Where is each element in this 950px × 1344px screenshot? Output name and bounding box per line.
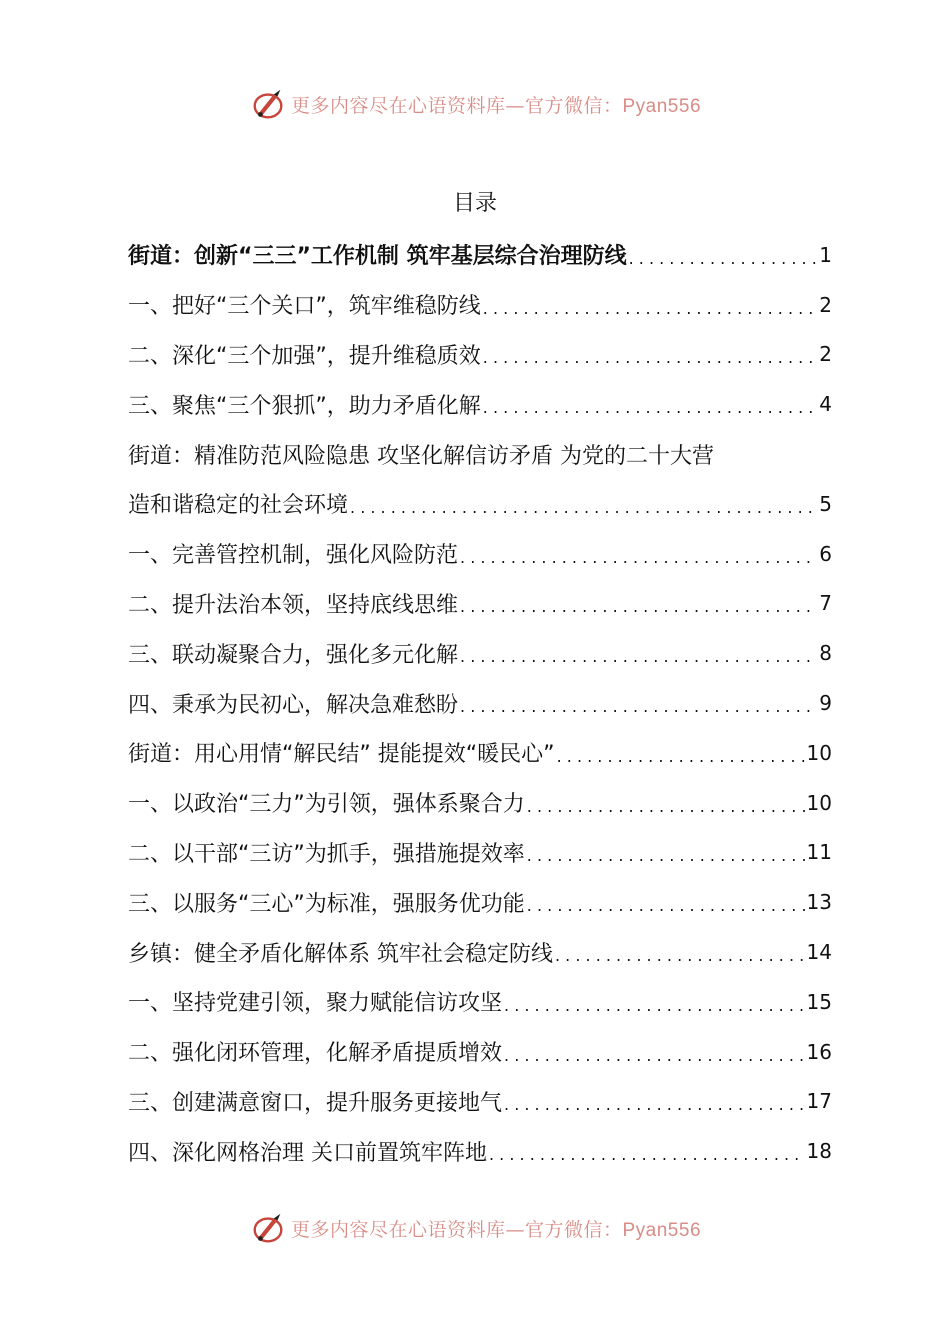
toc-entry-text: 造和谐稳定的社会环境	[128, 493, 349, 519]
toc-entry-text: 街道：用心用情“解民结” 提能提效“暖民心”	[128, 742, 555, 768]
toc-page-number: 2	[819, 342, 832, 367]
toc-page-number: 1	[819, 242, 832, 267]
watermark-text: 更多内容尽在心语资料库—官方微信：Pyan556	[290, 1218, 702, 1241]
toc-entry-text: 街道：精准防范风险隐患 攻坚化解信访矛盾 为党的二十大营	[128, 443, 714, 469]
toc-entry-text: 街道：创新“三三”工作机制 筑牢基层综合治理防线	[128, 244, 627, 270]
toc-entry[interactable]	[128, 379, 832, 429]
toc-page-number: 8	[819, 641, 832, 666]
toc-entry-text: 一、坚持党建引领，聚力赋能信访攻坚	[128, 991, 503, 1017]
toc-leader-dots	[557, 747, 805, 778]
toc-entry[interactable]	[128, 529, 832, 579]
watermark-text: 更多内容尽在心语资料库—官方微信：Pyan556	[290, 94, 702, 117]
toc-leader-dots	[527, 846, 805, 877]
quill-pen-logo-icon	[249, 85, 287, 123]
toc-leader-dots	[504, 1095, 805, 1126]
toc-entry[interactable]	[128, 628, 832, 678]
toc-entry-text: 二、强化闭环管理，化解矛盾提质增效	[128, 1041, 503, 1067]
toc-title: 目录	[452, 191, 497, 216]
toc-page-number: 17	[806, 1089, 832, 1114]
toc-page-number: 13	[806, 890, 832, 915]
toc-leader-dots	[460, 647, 817, 678]
toc-entry[interactable]	[128, 479, 832, 529]
quill-pen-logo-icon	[249, 1209, 287, 1247]
toc-page-number: 16	[806, 1039, 832, 1064]
toc-entry[interactable]	[128, 877, 832, 927]
toc-leader-dots	[483, 348, 817, 379]
toc-leader-dots	[527, 896, 805, 927]
toc-entry-text: 四、深化网格治理 关口前置筑牢阵地	[128, 1140, 487, 1166]
toc-entry[interactable]	[128, 828, 832, 878]
table-of-contents	[128, 230, 832, 1176]
toc-page-number: 4	[819, 392, 832, 417]
toc-entry[interactable]	[128, 280, 832, 330]
toc-leader-dots	[555, 946, 805, 977]
toc-entry[interactable]	[128, 977, 832, 1027]
toc-entry-text: 三、创建满意窗口，提升服务更接地气	[128, 1090, 503, 1116]
toc-page-number: 6	[819, 541, 832, 566]
toc-leader-dots	[460, 597, 817, 628]
toc-leader-dots	[350, 498, 817, 529]
toc-leader-dots	[527, 797, 805, 828]
toc-page-number: 18	[806, 1139, 832, 1164]
toc-entry[interactable]	[128, 678, 832, 728]
toc-entry[interactable]	[128, 927, 832, 977]
toc-entry-text: 四、秉承为民初心，解决急难愁盼	[128, 692, 459, 718]
toc-entry-text: 一、完善管控机制，强化风险防范	[128, 543, 459, 569]
watermark-banner-top	[0, 84, 950, 124]
toc-page-number: 7	[819, 591, 832, 616]
toc-entry-text: 二、提升法治本领，坚持底线思维	[128, 592, 459, 618]
toc-entry-text: 二、深化“三个加强”，提升维稳质效	[128, 343, 481, 369]
toc-entry[interactable]	[128, 230, 832, 280]
toc-entry[interactable]	[128, 579, 832, 629]
toc-entry-text: 一、把好“三个关口”，筑牢维稳防线	[128, 294, 481, 320]
toc-leader-dots	[489, 1145, 805, 1176]
toc-entry-text: 一、以政治“三力”为引领，强体系聚合力	[128, 792, 525, 818]
toc-leader-dots	[504, 996, 805, 1027]
toc-page-number: 5	[819, 491, 832, 516]
watermark-banner-bottom	[0, 1208, 950, 1248]
toc-entry[interactable]	[128, 1126, 832, 1176]
toc-entry-text: 三、联动凝聚合力，强化多元化解	[128, 642, 459, 668]
toc-entry[interactable]	[128, 728, 832, 778]
toc-leader-dots	[629, 249, 818, 280]
toc-page-number: 2	[819, 292, 832, 317]
toc-entry-text: 二、以干部“三访”为抓手，强措施提效率	[128, 841, 525, 867]
toc-leader-dots	[460, 697, 817, 728]
toc-entry[interactable]	[128, 1027, 832, 1077]
toc-entry[interactable]	[128, 429, 832, 479]
toc-leader-dots	[483, 398, 817, 429]
toc-leader-dots	[460, 548, 817, 579]
toc-entry-text: 三、以服务“三心”为标准，强服务优功能	[128, 891, 525, 917]
toc-entry[interactable]	[128, 1077, 832, 1127]
toc-entry-text: 乡镇：健全矛盾化解体系 筑牢社会稳定防线	[128, 941, 553, 967]
toc-page-number: 14	[806, 940, 832, 965]
toc-entry[interactable]	[128, 778, 832, 828]
toc-entry-text: 三、聚焦“三个狠抓”，助力矛盾化解	[128, 393, 481, 419]
toc-entry[interactable]	[128, 330, 832, 380]
toc-page-number: 15	[806, 989, 832, 1014]
toc-leader-dots	[483, 299, 817, 330]
toc-leader-dots	[504, 1046, 805, 1077]
toc-page-number: 10	[806, 740, 832, 765]
toc-page-number: 10	[806, 790, 832, 815]
toc-page-number: 9	[819, 691, 832, 716]
toc-page-number: 11	[806, 840, 832, 865]
